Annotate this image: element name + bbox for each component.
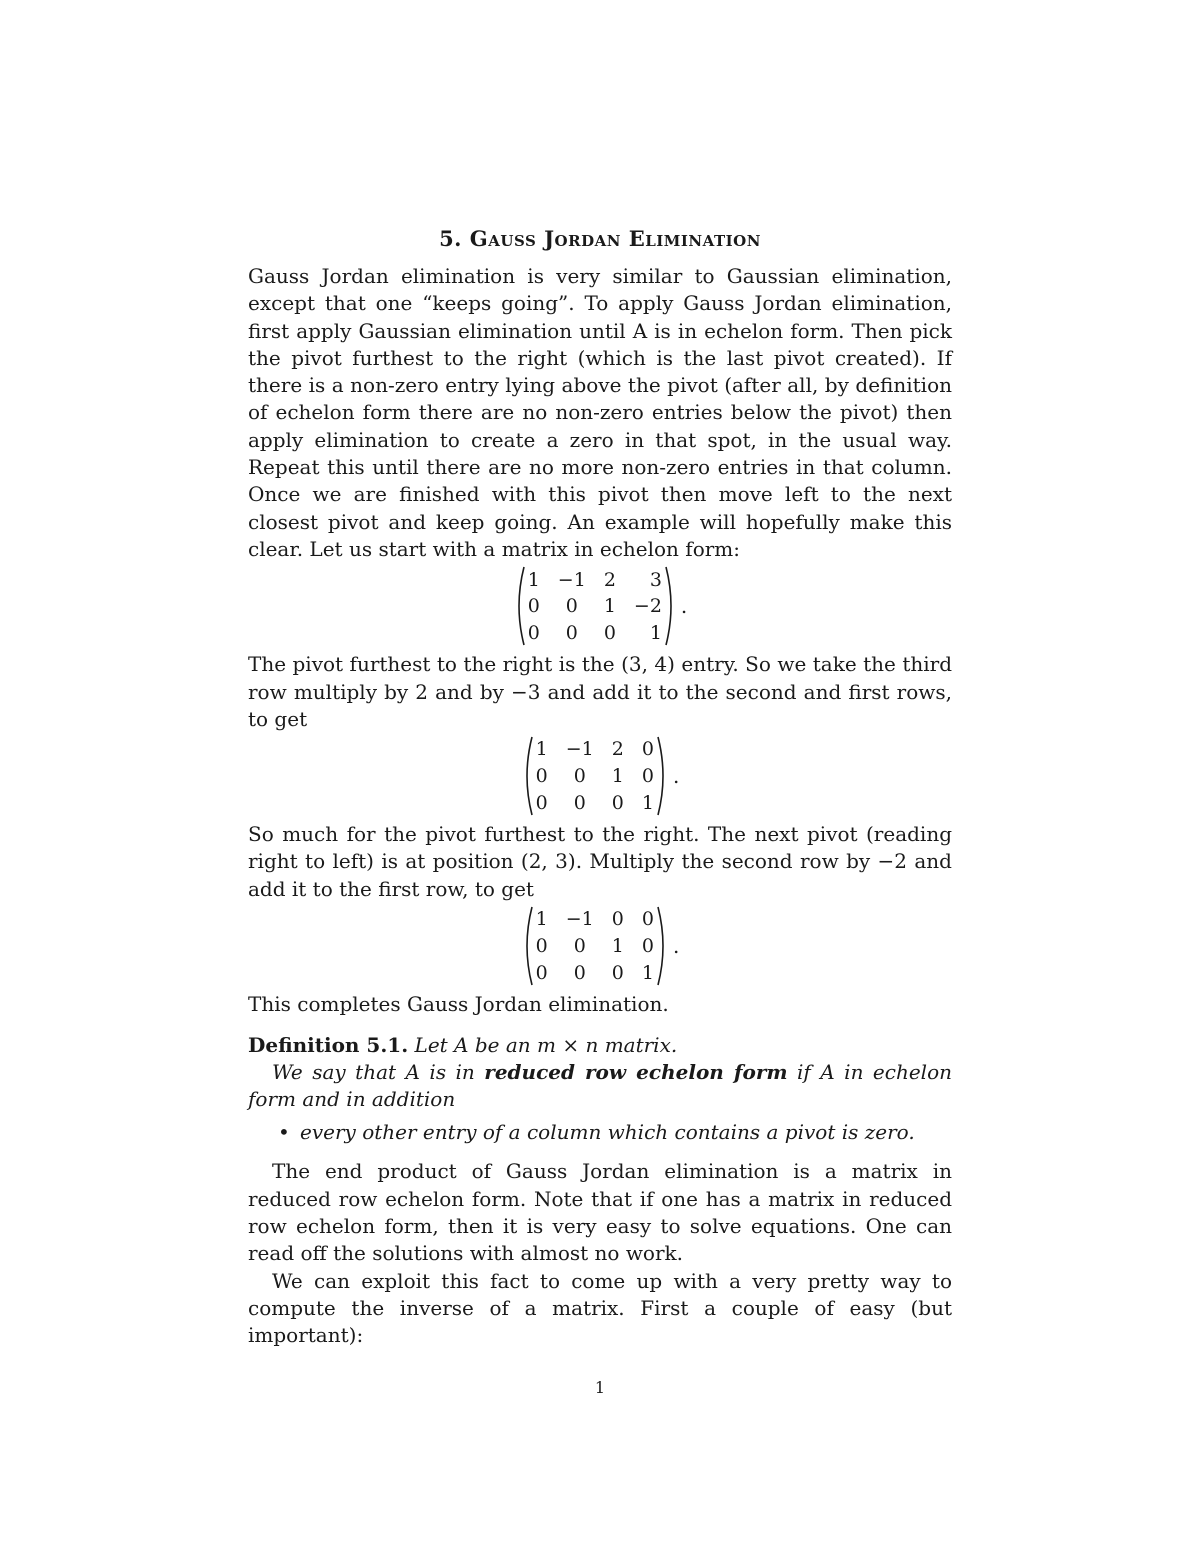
right-paren bbox=[657, 736, 669, 816]
left-paren bbox=[513, 566, 525, 646]
matrix-cell: 3 bbox=[649, 568, 662, 591]
matrix-cell: 0 bbox=[573, 961, 586, 984]
matrix-cell: 0 bbox=[611, 961, 624, 984]
matrix-3-table bbox=[533, 906, 657, 986]
left-paren bbox=[521, 736, 533, 816]
matrix-cell: 1 bbox=[611, 765, 624, 788]
matrix-cell: 0 bbox=[573, 935, 586, 958]
definition-line2-post: if A in echelon form and in addition bbox=[248, 1060, 952, 1112]
left-paren bbox=[521, 906, 533, 986]
definition-bullet-item: • every other entry of a column which contains a pivot is zero. bbox=[300, 1119, 952, 1146]
matrix-cell: 0 bbox=[527, 595, 540, 618]
page-content bbox=[248, 226, 952, 1349]
matrix-cell: −1 bbox=[565, 738, 594, 761]
definition-line2-pre: We say that A is in bbox=[272, 1060, 485, 1085]
matrix-cell: 0 bbox=[573, 791, 586, 814]
matrix-cell: 0 bbox=[535, 961, 548, 984]
matrix-cell: −2 bbox=[633, 595, 662, 618]
definition-bullets bbox=[300, 1119, 952, 1146]
matrix-cell: 1 bbox=[611, 935, 624, 958]
matrix-display bbox=[248, 736, 952, 816]
matrix-2 bbox=[521, 736, 680, 816]
matrix-cell: 0 bbox=[641, 738, 654, 761]
definition-first-line bbox=[248, 1032, 952, 1059]
matrix-cell: −1 bbox=[565, 908, 594, 931]
paragraph-step2: So much for the pivot furthest to the right. The next pivot (reading right to left) is at position (2, 3). Multiply the second row by −2 and add it to the first row, to get bbox=[248, 822, 952, 901]
matrix-cell: 0 bbox=[603, 621, 616, 644]
right-paren bbox=[657, 906, 669, 986]
matrix-cell: 1 bbox=[641, 791, 654, 814]
matrix-cell: 1 bbox=[527, 568, 540, 591]
definition-block bbox=[248, 1032, 952, 1113]
matrix-cell: 0 bbox=[535, 765, 548, 788]
matrix-cell: 0 bbox=[535, 791, 548, 814]
matrix-cell: 1 bbox=[535, 738, 548, 761]
matrix-cell: 2 bbox=[611, 738, 624, 761]
matrix-cell: 0 bbox=[611, 908, 624, 931]
matrix-trailing-period: . bbox=[680, 594, 688, 619]
matrix-cell: −1 bbox=[557, 568, 586, 591]
definition-label: Definition 5.1. bbox=[248, 1033, 409, 1058]
matrix-1-table bbox=[525, 566, 665, 646]
matrix-cell: 0 bbox=[535, 935, 548, 958]
matrix-cell: 0 bbox=[611, 791, 624, 814]
paragraph-rref: The end product of Gauss Jordan elimination is a matrix in reduced row echelon form. Note that if one has a matrix in reduced row echelon form, then it is very easy to solve equations. One can read off the solutions with almost no work. bbox=[248, 1159, 952, 1266]
matrix-trailing-period: . bbox=[672, 764, 680, 789]
matrix-cell: 0 bbox=[527, 621, 540, 644]
paragraph-conclusion: This completes Gauss Jordan elimination. bbox=[248, 992, 669, 1017]
matrix-cell: 2 bbox=[603, 568, 616, 591]
matrix-1 bbox=[513, 566, 688, 646]
section-title: 5. Gauss Jordan Elimination bbox=[439, 226, 761, 251]
matrix-3 bbox=[521, 906, 680, 986]
matrix-cell: 0 bbox=[565, 621, 578, 644]
matrix-display bbox=[248, 566, 952, 646]
paragraph-intro: Gauss Jordan elimination is very similar to Gaussian elimination, except that one “keeps going”. To apply Gauss Jordan elimination, first apply Gaussian elimination until A is in echelon form. Then pick the pivot furthest to the right (which is the last pivot created). If there is a non-zero entry lying above the pivot (after all, by definition of echelon form there are no non-zero entries below the pivot) then apply elimination to create a zero in that spot, in the usual way. Repeat this until there are no more non-zero entries in that column. Once we are finished with this pivot then move left to the next closest pivot and keep going. An example will hopefully make this clear. Let us start with a matrix in echelon form: bbox=[248, 264, 952, 561]
matrix-cell: 0 bbox=[641, 908, 654, 931]
matrix-cell: 1 bbox=[649, 621, 662, 644]
matrix-cell: 1 bbox=[641, 961, 654, 984]
page-number: 1 bbox=[594, 1378, 606, 1397]
right-paren bbox=[665, 566, 677, 646]
paragraph-inverse: We can exploit this fact to come up with a very pretty way to compute the inverse of a matrix. First a couple of easy (but important): bbox=[248, 1268, 952, 1348]
definition-term: reduced row echelon form bbox=[484, 1060, 788, 1085]
definition-line1: Let A be an m × n matrix. bbox=[414, 1033, 678, 1058]
matrix-cell: 0 bbox=[641, 765, 654, 788]
matrix-trailing-period: . bbox=[672, 934, 680, 959]
matrix-cell: 0 bbox=[565, 595, 578, 618]
matrix-cell: 0 bbox=[641, 935, 654, 958]
matrix-cell: 1 bbox=[535, 908, 548, 931]
matrix-2-table bbox=[533, 736, 657, 816]
matrix-cell: 1 bbox=[603, 595, 616, 618]
definition-second-line bbox=[248, 1059, 952, 1113]
matrix-display bbox=[248, 906, 952, 986]
matrix-cell: 0 bbox=[573, 765, 586, 788]
paragraph-step1: The pivot furthest to the right is the (3, 4) entry. So we take the third row multiply by 2 and by −3 and add it to the second and first rows, to get bbox=[248, 652, 952, 731]
